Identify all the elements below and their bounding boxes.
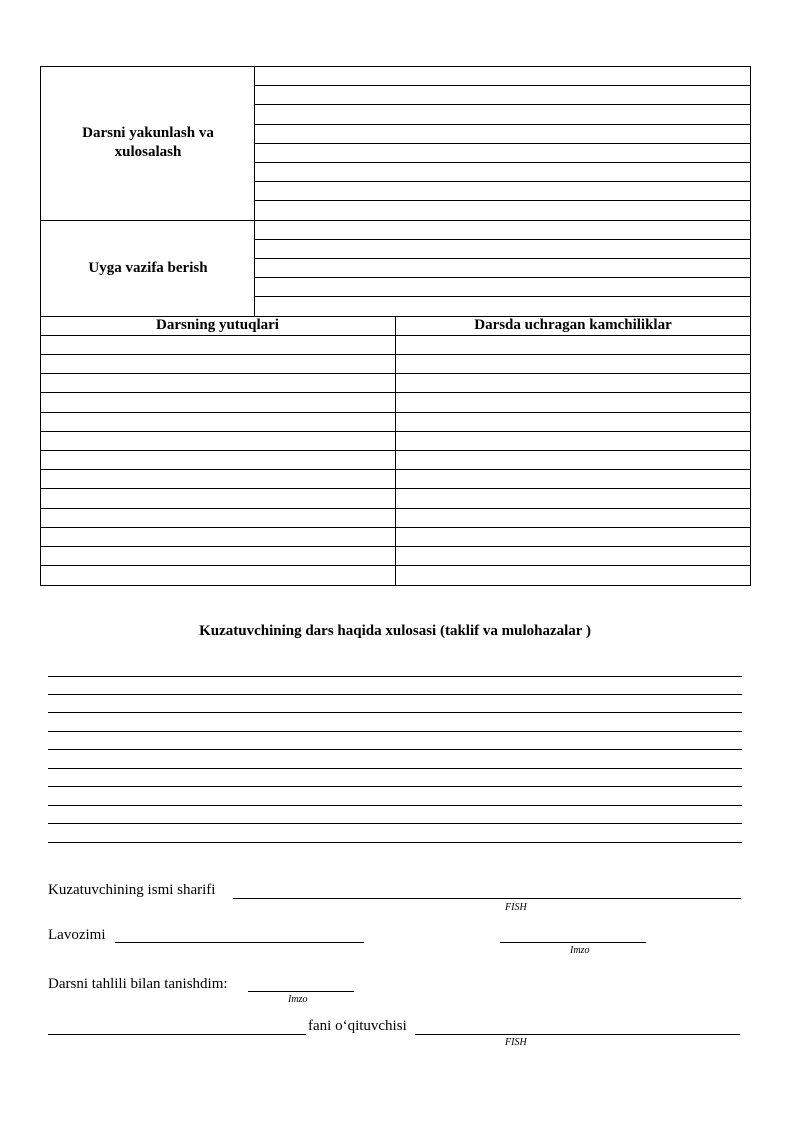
conclusion-line[interactable] (48, 805, 742, 806)
conclusion-line[interactable] (48, 694, 742, 695)
grid-row-line[interactable] (40, 450, 751, 451)
closing-line[interactable] (254, 162, 751, 163)
observer-name-label: Kuzatuvchining ismi sharifi (48, 882, 216, 898)
teacher-name-field[interactable] (415, 1034, 740, 1035)
homework-line[interactable] (254, 239, 751, 240)
grid-row-line[interactable] (40, 488, 751, 489)
row-homework-label: Uyga vazifa berish (88, 259, 208, 276)
conclusion-line[interactable] (48, 749, 742, 750)
closing-line[interactable] (254, 200, 751, 201)
grid-row-line[interactable] (40, 546, 751, 547)
closing-line[interactable] (254, 85, 751, 86)
grid-row-line[interactable] (40, 373, 751, 374)
grid-row-line[interactable] (40, 508, 751, 509)
conclusion-line[interactable] (48, 842, 742, 843)
position-field[interactable] (115, 942, 364, 943)
grid-row-line[interactable] (40, 431, 751, 432)
observer-name-caption: FISH (505, 902, 527, 913)
shortcomings-header: Darsda uchragan kamchiliklar (474, 317, 672, 333)
conclusion-line[interactable] (48, 768, 742, 769)
subject-field[interactable] (48, 1034, 306, 1035)
homework-line[interactable] (254, 258, 751, 259)
conclusion-line[interactable] (48, 712, 742, 713)
closing-line[interactable] (254, 143, 751, 144)
conclusion-line[interactable] (48, 731, 742, 732)
grid-row-line[interactable] (40, 527, 751, 528)
conclusion-line[interactable] (48, 823, 742, 824)
closing-line[interactable] (254, 181, 751, 182)
conclusion-line[interactable] (48, 786, 742, 787)
grid-row-line[interactable] (40, 392, 751, 393)
observer-name-field[interactable] (233, 898, 741, 899)
achievements-header: Darsning yutuqlari (156, 317, 279, 333)
conclusion-title: Kuzatuvchining dars haqida xulosasi (taklif va mulohazalar ) (199, 623, 591, 639)
grid-row-line[interactable] (40, 565, 751, 566)
homework-line[interactable] (254, 277, 751, 278)
row-closing-label-text: Darsni yakunlash va xulosalash (82, 125, 214, 160)
grid-row-line[interactable] (40, 412, 751, 413)
acquainted-label: Darsni tahlili bilan tanishdim: (48, 976, 228, 992)
position-signature-caption: Imzo (570, 945, 590, 956)
teacher-label: fani o‘qituvchisi (308, 1018, 407, 1034)
teacher-name-caption: FISH (505, 1037, 527, 1048)
grid-row-line[interactable] (40, 469, 751, 470)
acquainted-caption: Imzo (288, 994, 308, 1005)
grid-row-line[interactable] (40, 335, 751, 336)
position-signature-field[interactable] (500, 942, 646, 943)
position-label: Lavozimi (48, 927, 106, 943)
conclusion-line[interactable] (48, 676, 742, 677)
acquainted-signature-field[interactable] (248, 991, 354, 992)
closing-line[interactable] (254, 104, 751, 105)
row-closing-label (48, 66, 248, 220)
grid-row-line[interactable] (40, 354, 751, 355)
homework-line[interactable] (254, 296, 751, 297)
closing-line[interactable] (254, 124, 751, 125)
